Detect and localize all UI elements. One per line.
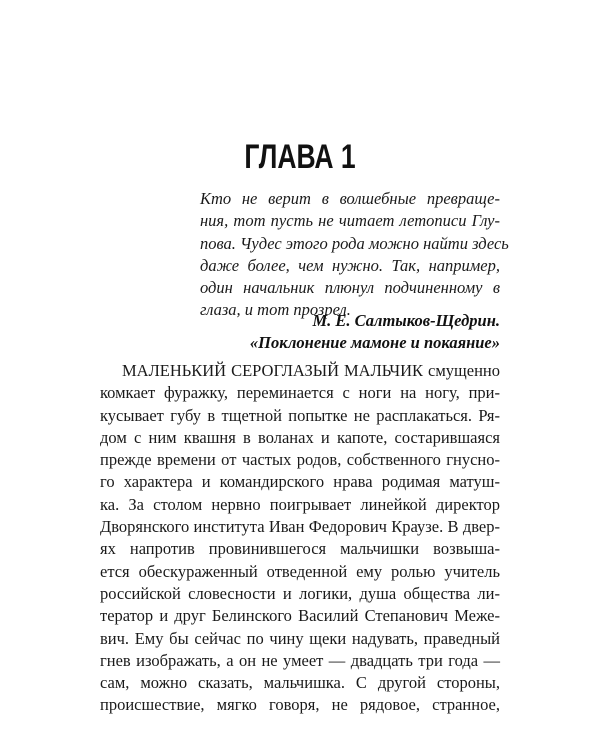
epigraph-line: глаза, и тот прозрел. <box>200 300 351 320</box>
epigraph-author: М. Е. Салтыков-Щедрин. <box>312 311 500 330</box>
body-line: происшествие, мягко говоря, не рядовое, странное, <box>100 695 500 715</box>
epigraph-line: Кто не верит в волшебные превраще- <box>200 189 500 208</box>
epigraph-line: ния, тот пусть не читает летописи Глу- <box>200 211 500 231</box>
body-line: МАЛЕНЬКИЙ СЕРОГЛАЗЫЙ МАЛЬЧИК смущенно <box>122 361 500 380</box>
epigraph <box>200 188 509 322</box>
body-line: сам, можно сказать, мальчишка. С другой стороны, <box>100 673 500 693</box>
body-line: комкает фуражку, переминается с ноги на ногу, при- <box>100 383 500 403</box>
epigraph-line: один начальник плюнул подчиненному в <box>200 278 500 298</box>
body-line: ях напротив провинившегося мальчишки возвыша- <box>100 539 500 559</box>
body-line: российской словесности и логики, душа общества ли- <box>100 583 500 603</box>
body-line: ется обескураженный отведенной ему ролью учитель <box>100 561 500 581</box>
chapter-title: ГЛАВА 1 <box>244 138 356 176</box>
body-line: кусывает губу в тщетной попытке не расплакаться. Ря- <box>100 405 500 425</box>
epigraph-source: «Поклонение мамоне и покаяние» <box>249 333 500 353</box>
epigraph-attribution <box>180 310 500 355</box>
body-line: ка. За столом нервно поигрывает линейкой директор <box>100 494 500 514</box>
body-text <box>100 360 500 717</box>
body-line: го характера и командирского нрава родимая матуш- <box>100 472 500 492</box>
body-line: тератор и друг Белинского Василий Степанович Меже- <box>100 606 500 626</box>
body-line: Дворянского института Иван Федорович Краузе. В двер- <box>100 517 500 537</box>
epigraph-line: даже более, чем нужно. Так, например, <box>200 255 500 275</box>
body-line: гнев изображать, а он не умеет — двадцать три года — <box>100 650 500 670</box>
epigraph-line: пова. Чудес этого рода можно найти здесь <box>200 233 509 253</box>
body-line: дом с ним квашня в воланах и капоте, состарившаяся <box>100 427 500 447</box>
body-line: прежде времени от частых родов, собственного гнусно- <box>100 450 500 470</box>
body-line: вич. Ему бы сейчас по чину щеки надувать, праведный <box>100 628 500 648</box>
